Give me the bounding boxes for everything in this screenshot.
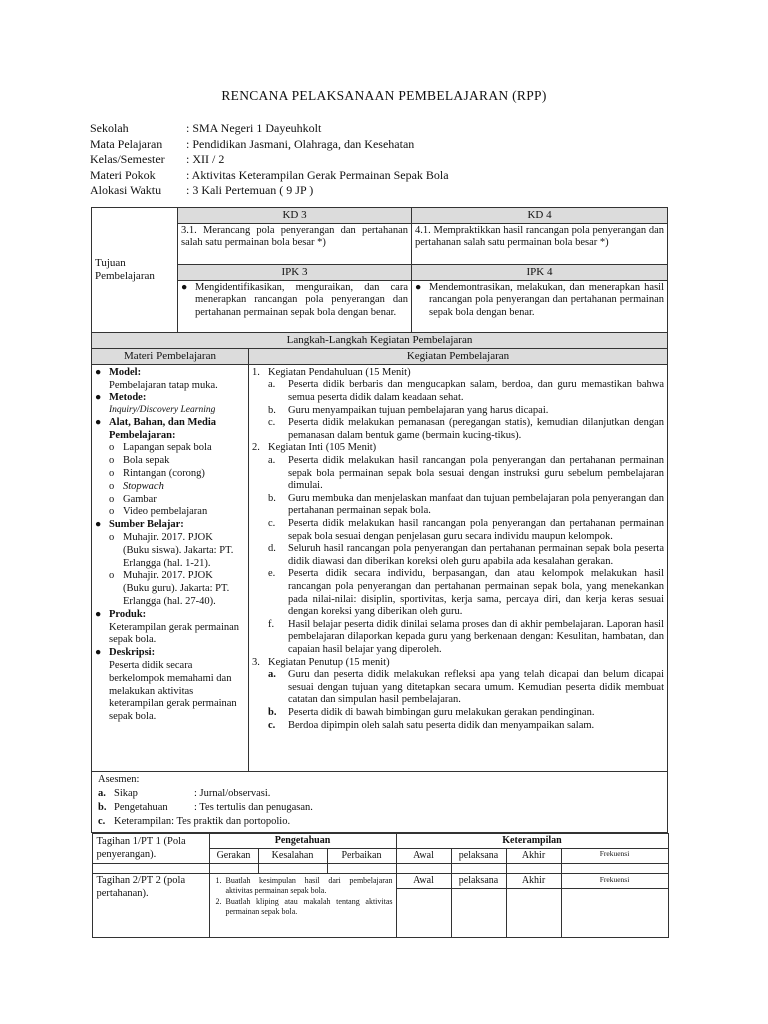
col-frekuensi: Frekuensi	[561, 849, 668, 864]
col-frekuensi-2: Frekuensi	[562, 874, 668, 889]
col-akhir-2: Akhir	[507, 874, 561, 889]
asesmen-title: Asesmen:	[98, 773, 140, 785]
kegiatan-cell: 1. Kegiatan Pendahuluan (15 Menit) a. Peserta didik berbaris dan mengucapkan salam, berdoa, dan guru memastikan bahwa semua peserta didik dalam keadaan sehat. b. Guru menyampaikan tujuan pembelajaran yang harus dicapai. c. Peserta didik melakukan pemanasan (peregangan statis), kemudian dilanjutkan dengan pemanasan dalam bentuk game (bermain kucing-tikus). 2. Kegiatan Inti (105 Menit) a. Peserta didik melakukan hasil rancangan pola penyerangan dan pertahanan permainan sepak bola permainan sepak bola sesuai dengan instruksi guru sebelum pembelajaran dimulai. b. Guru membuka dan menjelaskan manfaat dan tujuan pembelajaran pola penyerangan dan pertahanan permainan sepak bola. c. Peserta didik melakukan hasil rancangan pola penyerangan dan pertahanan permainan sepak bola sesuai dengan penjelasan guru secara individu maupun kelompok. d. Seluruh hasil rancangan pola penyerangan dan pertahanan permainan sepak bola peserta didik diawasi dan diberikan koreksi oleh guru apabila ada kesalahan gerakan. e. Peserta didik secara individu, berpasangan, dan atau kelompok melakukan hasil rancangan pola penyerangan dan pertahanan permainan sepak bola, yang menekankan pada nilai-nilai: disiplin, sportivitas, kerja sama, percaya diri, dan kerja keras sesuai dengan koreksi yang diberikan oleh guru. f. Hasil belajar peserta didik dinilai selama proses dan di akhir pembelajaran. Laporan hasil pembelajaran dilaporkan kepada guru yang berkenaan dengan: Kesulitan, hambatan, dan capaian hasil belajar yang diperoleh. 3. Kegiatan Penutup (15 menit) a. Guru dan peserta didik melakukan refleksi apa yang telah dicapai dan belum dicapai sesuai dengan tujuan yang ditetapkan secara umum. Kemudian peserta didik membuat catatan dan simpulan hasil pembelajaran. b. Peserta didik di bawah bimbingan guru melakukan gerakan pendinginan. c. Berdoa dipimpin oleh salah satu peserta didik dan menyampaikan salam.	[249, 364, 668, 771]
kegiatan-inti: 2. Kegiatan Inti (105 Menit)	[252, 442, 377, 454]
kd3-header: KD 3	[178, 208, 412, 224]
bullet-icon: ●	[415, 281, 422, 293]
ipk3-cell	[178, 280, 412, 332]
circle-bullet-icon: o	[109, 570, 115, 582]
tagihan-table	[92, 833, 669, 938]
tagihan-1-label: Tagihan 1/PT 1 (Pola penyerangan).	[92, 834, 209, 864]
col-pelaksana: pelaksana	[451, 849, 506, 864]
identity-block	[90, 121, 690, 199]
circle-bullet-icon: o	[109, 506, 115, 518]
rpp-table	[91, 207, 668, 938]
col-awal: Awal	[396, 849, 451, 864]
tagihan-2-tasks: 1. Buatlah kesimpulan hasil dari pembelajaran aktivitas permainan sepak bola. 2. Buatlah kliping atau makalah tentang aktivitas permainan sepak bola.	[209, 874, 396, 938]
kegiatan-penutup: 3. Kegiatan Penutup (15 menit)	[252, 656, 390, 668]
meta-row-kelas: Kelas/Semester : XII / 2	[90, 152, 225, 167]
meta-row-mapel: Mata Pelajaran : Pendidikan Jasmani, Olahraga, dan Kesehatan	[90, 136, 415, 151]
ipk4-text: Mendemontrasikan, melakukan, dan menerapkan hasil rancangan pola penyerangan dan pertahanan permainan sepak bola dengan benar.	[429, 281, 665, 318]
circle-bullet-icon: o	[109, 468, 115, 480]
kd4-text: 4.1. Mempraktikkan hasil rancangan pola penyerangan dan pertahanan salah satu permainan bola besar *)	[412, 223, 668, 264]
asesmen-row: b. Pengetahuan : Tes tertulis dan penugasan.	[98, 802, 313, 814]
col-perbaikan: Perbaikan	[327, 849, 396, 864]
col-kegiatan-header: Kegiatan Pembelajaran	[249, 348, 668, 364]
asesmen-cell	[92, 771, 668, 833]
col-materi-header: Materi Pembelajaran	[92, 348, 249, 364]
bullet-icon: ●	[95, 608, 102, 620]
circle-bullet-icon: o	[109, 493, 115, 505]
tujuan-label: Tujuan Pembelajaran	[92, 208, 178, 333]
pengetahuan-header: Pengetahuan	[209, 834, 396, 849]
circle-bullet-icon: o	[109, 532, 115, 544]
kegiatan-pendahuluan: 1. Kegiatan Pendahuluan (15 Menit)	[252, 366, 411, 378]
ipk4-cell	[412, 280, 668, 332]
asesmen-row: c. Keterampilan : Tes praktik dan portopolio.	[98, 816, 291, 828]
materi-cell: ● Model: Pembelajaran tatap muka. ● Metode: Inquiry/Discovery Learning ● Alat, Bahan, dan Media Pembelajaran: o Lapangan sepak bola o Bola sepak o Rintangan (corong) o Stopwach o Gambar o Video pembelajaran ● Sumber Belajar: o Muhajir. 2017. PJOK (Buku siswa). Jakarta: PT. Erlangga (hal. 1-21). o Muhajir. 2017. PJOK (Buku guru). Jakarta: PT. Erlangga (hal. 27-40). ● Produk: Keterampilan gerak permainan sepak bola. ● Deskripsi: Peserta didik secara berkelompok memahami dan melakukan aktivitas keterampilan gerak permainan sepak bola.	[92, 364, 249, 771]
ipk4-header: IPK 4	[412, 264, 668, 280]
col-kesalahan: Kesalahan	[258, 849, 327, 864]
circle-bullet-icon: o	[109, 455, 115, 467]
col-pelaksana-2: pelaksana	[452, 874, 506, 889]
col-akhir: Akhir	[506, 849, 561, 864]
meta-row-materi: Materi Pokok : Aktivitas Keterampilan Gerak Permainan Sepak Bola	[90, 167, 449, 182]
meta-row-alokasi: Alokasi Waktu : 3 Kali Pertemuan ( 9 JP )	[90, 183, 314, 198]
bullet-icon: ●	[95, 366, 102, 378]
bullet-icon: ●	[181, 281, 188, 293]
bullet-icon: ●	[95, 392, 102, 404]
bullet-icon: ●	[95, 519, 102, 531]
circle-bullet-icon: o	[109, 442, 115, 454]
bullet-icon: ●	[95, 647, 102, 659]
circle-bullet-icon: o	[109, 480, 115, 492]
keterampilan-header: Keterampilan	[396, 834, 668, 849]
asesmen-row: a. Sikap : Jurnal/observasi.	[98, 787, 271, 799]
tagihan-wrapper	[92, 833, 668, 938]
kd4-header: KD 4	[412, 208, 668, 224]
col-gerakan: Gerakan	[209, 849, 258, 864]
ipk3-header: IPK 3	[178, 264, 412, 280]
bullet-icon: ●	[95, 416, 102, 428]
meta-row-sekolah: Sekolah : SMA Negeri 1 Dayeuhkolt	[90, 121, 322, 135]
langkah-header: Langkah-Langkah Kegiatan Pembelajaran	[92, 332, 668, 348]
tagihan-2-label: Tagihan 2/PT 2 (pola pertahanan).	[92, 874, 209, 938]
document-title: RENCANA PELAKSANAAN PEMBELAJARAN (RPP)	[221, 88, 547, 103]
ipk3-text: Mengidentifikasikan, menguraikan, dan cara menerapkan rancangan pola penyerangan dan pertahanan permainan sepak bola dengan benar.	[195, 281, 409, 318]
col-awal-2: Awal	[397, 874, 451, 889]
kd3-text: 3.1. Merancang pola penyerangan dan pertahanan salah satu permainan bola besar *)	[178, 223, 412, 264]
